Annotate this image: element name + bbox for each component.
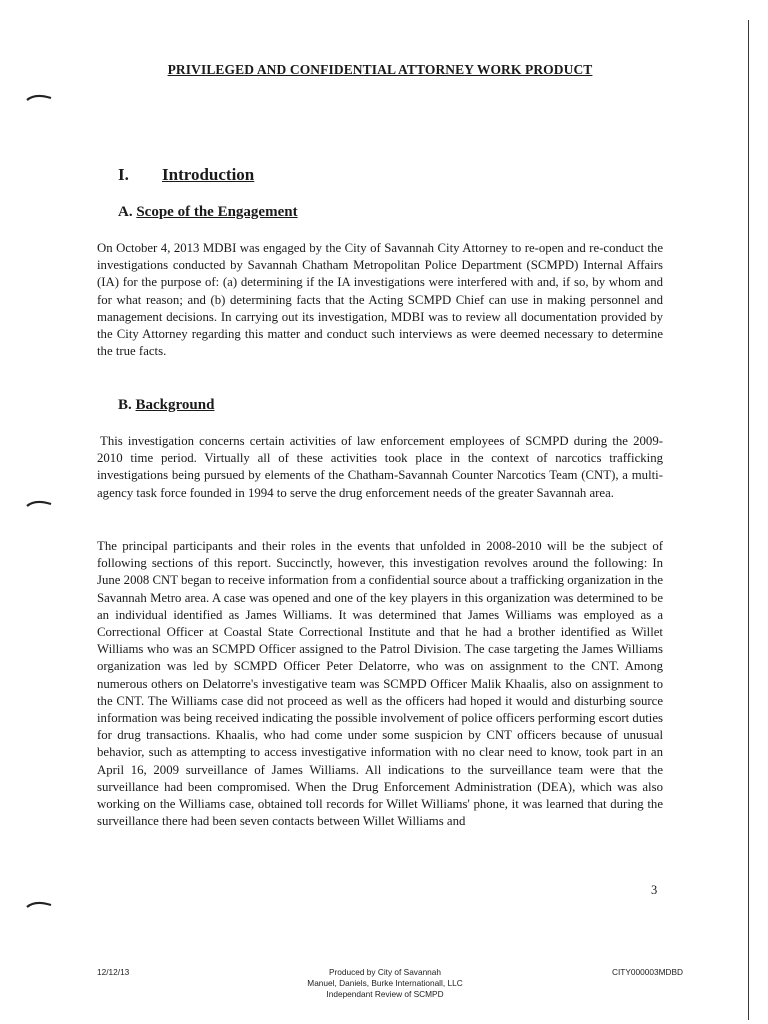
background-paragraph-1: This investigation concerns certain activities of law enforcement employees of SCMPD during the 2009-2010 time period. Virtually all of these activities took place in the context of narcotics trafficking investigations being pursued by elements of the Chatham-Savannah Counter Narcotics Team (CNT), a multi-agency task force founded in 1994 to serve the drug enforcement needs of the greater Savannah area. [97, 434, 663, 500]
scan-edge-line [748, 20, 749, 1020]
confidential-header: PRIVILEGED AND CONFIDENTIAL ATTORNEY WORK PRODUCT [167, 62, 593, 77]
section-number: I. [118, 165, 129, 184]
margin-mark-icon [26, 92, 52, 102]
subsection-title: Background [135, 397, 215, 413]
subsection-heading-scope [118, 204, 298, 221]
subsection-letter: A. [118, 204, 133, 220]
subsection-letter: B. [118, 397, 132, 413]
subsection-heading-background [118, 397, 214, 414]
margin-mark-icon [26, 899, 52, 909]
subsection-title: Scope of the Engagement [136, 204, 298, 220]
margin-mark-icon [26, 498, 52, 508]
footer-date: 12/12/13 [97, 967, 130, 977]
page-number: 3 [651, 883, 658, 897]
footer-doc-id: CITY000003MDBD [612, 967, 684, 977]
scope-paragraph: On October 4, 2013 MDBI was engaged by the City of Savannah City Attorney to re-open and re-conduct the investigations conducted by Savannah Chatham Metropolitan Police Department (SCMPD) Internal Affairs (IA) for the purpose of: (a) determining if the IA investigations were interfered with and, if so, by whom and for what reason; and (b) determining facts that the Acting SCMPD Chief can use in making personnel and management decisions. In carrying out its investigation, MDBI was to review all documentation provided by the City Attorney regarding this matter and conduct such interviews as were deemed necessary to determine the true facts. [97, 241, 663, 359]
footer-line: Manuel, Daniels, Burke Internationall, LLC [307, 978, 463, 988]
footer-credits [280, 967, 490, 1000]
section-title: Introduction [162, 165, 255, 184]
footer-line: Independant Review of SCMPD [326, 989, 444, 999]
footer-line: Produced by City of Savannah [328, 967, 442, 977]
background-paragraph-2: The principal participants and their roles in the events that unfolded in 2008-2010 will be the subject of following sections of this report. Succinctly, however, this investigation revolves around the following: In June 2008 CNT began to receive information from a confidential source about a trafficking organization in the Savannah Metro area. A case was opened and one of the key players in this organization was determined to be an individual identified as James Williams. It was determined that James Williams was employed as a Correctional Officer at Coastal State Correctional Institute and that he had a brother identified as Willet Williams who was an SCMPD Officer assigned to the Patrol Division. The case targeting the James Williams organization was led by SCMPD Officer Peter Delatorre, who was on assignment to the CNT. Among numerous others on Delatorre's investigative team was SCMPD Officer Malik Khaalis, also on assignment to the CNT. The Williams case did not proceed as well as the officers had hoped it would and disturbing source information was being received indicating the possible involvement of police officers performing escort duties for drug transactions. Khaalis, who had come under some suspicion by CNT officers because of unusual behavior, such as attempting to access investigative information with no clear need to know, took part in an April 16, 2009 surveillance of James Williams. All indications to the surveillance team were that the surveillance had been compromised. When the Drug Enforcement Administration (DEA), which was also working on the Williams case, obtained toll records for Willet Williams' phone, it was learned that during the surveillance there had been seven contacts between Willet Williams and [97, 539, 663, 829]
